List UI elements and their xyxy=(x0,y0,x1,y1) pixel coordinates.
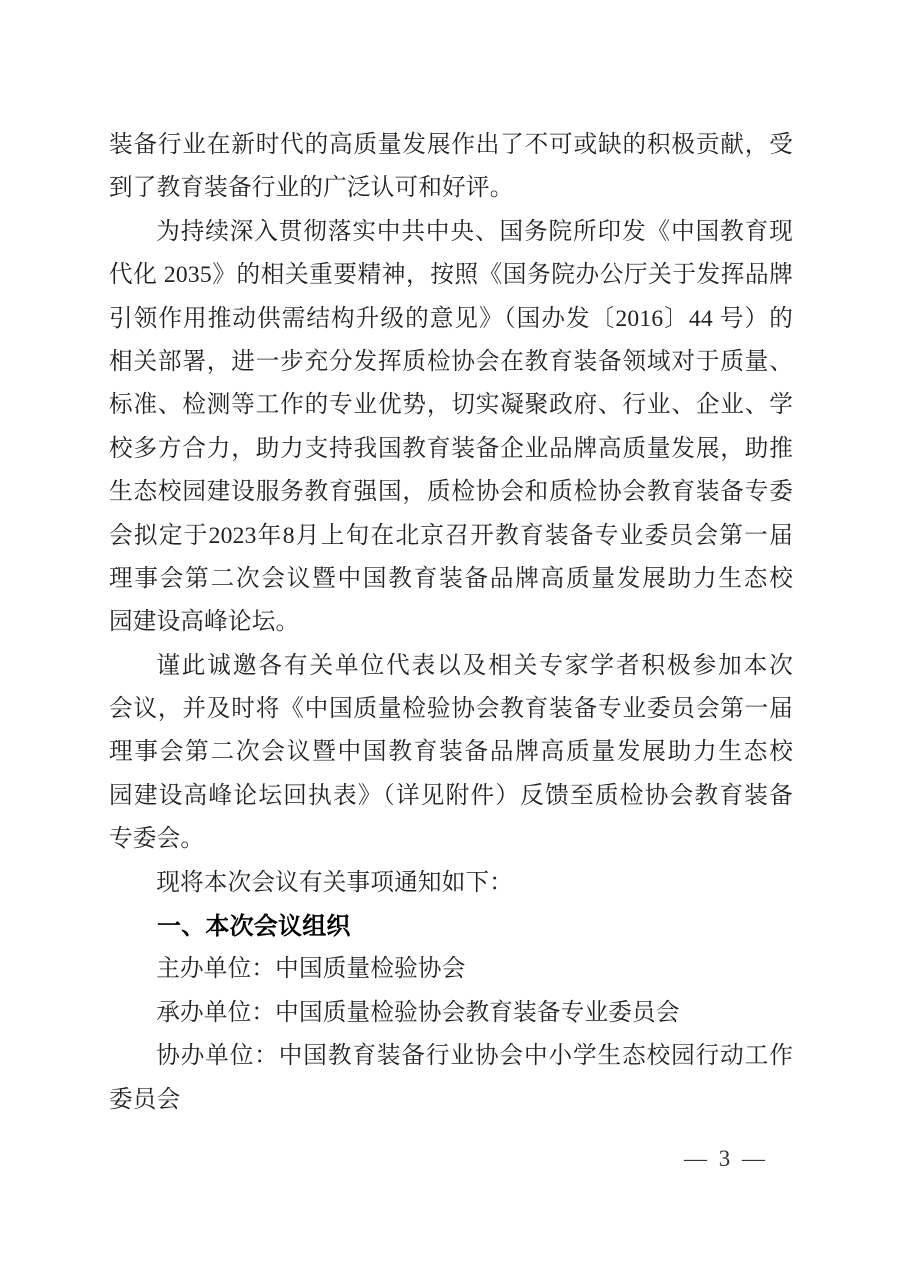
text-line: 现将本次会议有关事项通知如下： xyxy=(156,869,514,896)
text-line: 承办单位：中国质量检验协会教育装备专业委员会 xyxy=(156,999,680,1026)
text-line: 会拟定于2023年8月上旬在北京召开教育装备专业委员会第一届 xyxy=(109,522,793,549)
text-line: 代化 2035》的相关重要精神，按照《国务院办公厅关于发挥品牌 xyxy=(109,262,793,289)
text-line: 会议，并及时将《中国质量检验协会教育装备专业委员会第一届 xyxy=(109,696,793,723)
text-line: 园建设高峰论坛。 xyxy=(109,609,300,636)
section-heading: 一、本次会议组织 xyxy=(157,913,351,941)
page-number: — 3 — xyxy=(684,1146,768,1171)
text-line: 到了教育装备行业的广泛认可和好评。 xyxy=(109,175,514,202)
text-line: 校多方合力，助力支持我国教育装备企业品牌高质量发展，助推 xyxy=(109,435,793,462)
text-line: 主办单位：中国质量检验协会 xyxy=(156,956,466,983)
document-body xyxy=(109,124,793,1122)
text-line: 协办单位：中国教育装备行业协会中小学生态校园行动工作 xyxy=(156,1043,793,1070)
text-line: 理事会第二次会议暨中国教育装备品牌高质量发展助力生态校 xyxy=(109,739,793,766)
text-line: 理事会第二次会议暨中国教育装备品牌高质量发展助力生态校 xyxy=(109,565,793,592)
text-line: 标准、检测等工作的专业优势，切实凝聚政府、行业、企业、学 xyxy=(109,392,793,419)
text-line: 装备行业在新时代的高质量发展作出了不可或缺的积极贡献，受 xyxy=(109,132,793,158)
text-line: 为持续深入贯彻落实中共中央、国务院所印发《中国教育现 xyxy=(156,218,793,245)
text-line: 园建设高峰论坛回执表》（详见附件）反馈至质检协会教育装备 xyxy=(109,782,793,809)
text-line: 谨此诚邀各有关单位代表以及相关专家学者积极参加本次 xyxy=(156,652,793,679)
text-line: 相关部署，进一步充分发挥质检协会在教育装备领域对于质量、 xyxy=(109,348,793,375)
text-line: 专委会。 xyxy=(109,826,205,853)
text-line: 生态校园建设服务教育强国，质检协会和质检协会教育装备专委 xyxy=(109,479,793,506)
text-line: 委员会 xyxy=(109,1086,181,1113)
text-line: 引领作用推动供需结构升级的意见》（国办发〔2016〕44 号）的 xyxy=(109,305,793,332)
